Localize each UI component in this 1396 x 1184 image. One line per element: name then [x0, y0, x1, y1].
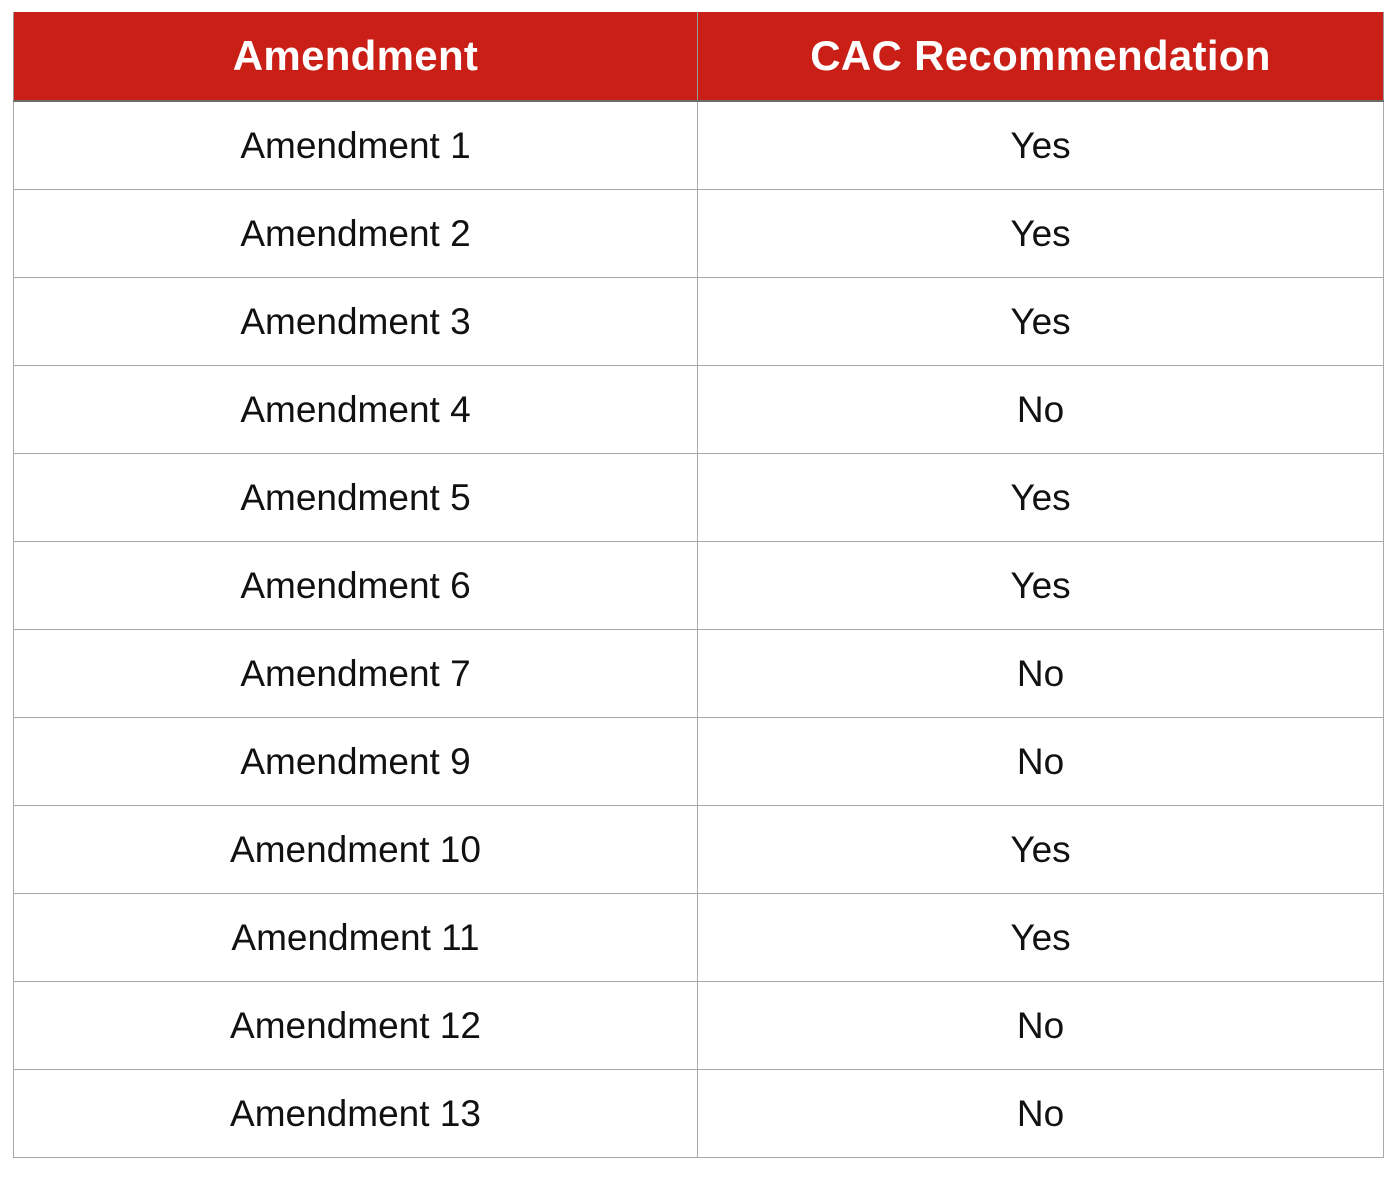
recommendation-cell: Yes: [698, 190, 1384, 278]
table-row: [14, 1070, 1384, 1158]
recommendation-cell: Yes: [698, 278, 1384, 366]
recommendation-cell: No: [698, 1070, 1384, 1158]
recommendation-cell: Yes: [698, 101, 1384, 190]
column-header-cac-recommendation: CAC Recommendation: [698, 12, 1384, 101]
table-row: [14, 278, 1384, 366]
amendment-cell: Amendment 7: [14, 630, 698, 718]
table-row: [14, 982, 1384, 1070]
amendment-cell: Amendment 13: [14, 1070, 698, 1158]
table-row: [14, 542, 1384, 630]
amendment-cell: Amendment 2: [14, 190, 698, 278]
table-row: [14, 366, 1384, 454]
recommendation-cell: Yes: [698, 454, 1384, 542]
table-row: [14, 101, 1384, 190]
table-row: [14, 718, 1384, 806]
amendment-cell: Amendment 11: [14, 894, 698, 982]
amendment-cell: Amendment 3: [14, 278, 698, 366]
table-row: [14, 894, 1384, 982]
amendment-cell: Amendment 5: [14, 454, 698, 542]
table-header: [14, 12, 1384, 101]
amendment-cell: Amendment 4: [14, 366, 698, 454]
amendment-cell: Amendment 1: [14, 101, 698, 190]
column-header-amendment: Amendment: [14, 12, 698, 101]
header-row: [14, 12, 1384, 101]
recommendation-cell: No: [698, 718, 1384, 806]
table-row: [14, 190, 1384, 278]
table-body: [14, 101, 1384, 1158]
amendment-cell: Amendment 6: [14, 542, 698, 630]
recommendation-cell: Yes: [698, 894, 1384, 982]
amendment-cell: Amendment 10: [14, 806, 698, 894]
amendment-cell: Amendment 12: [14, 982, 698, 1070]
recommendation-table: [13, 12, 1384, 1158]
recommendation-cell: No: [698, 982, 1384, 1070]
recommendation-cell: Yes: [698, 806, 1384, 894]
amendment-cell: Amendment 9: [14, 718, 698, 806]
table-row: [14, 630, 1384, 718]
table-row: [14, 454, 1384, 542]
recommendation-table-container: [13, 12, 1383, 1158]
recommendation-cell: Yes: [698, 542, 1384, 630]
recommendation-cell: No: [698, 366, 1384, 454]
table-row: [14, 806, 1384, 894]
recommendation-cell: No: [698, 630, 1384, 718]
